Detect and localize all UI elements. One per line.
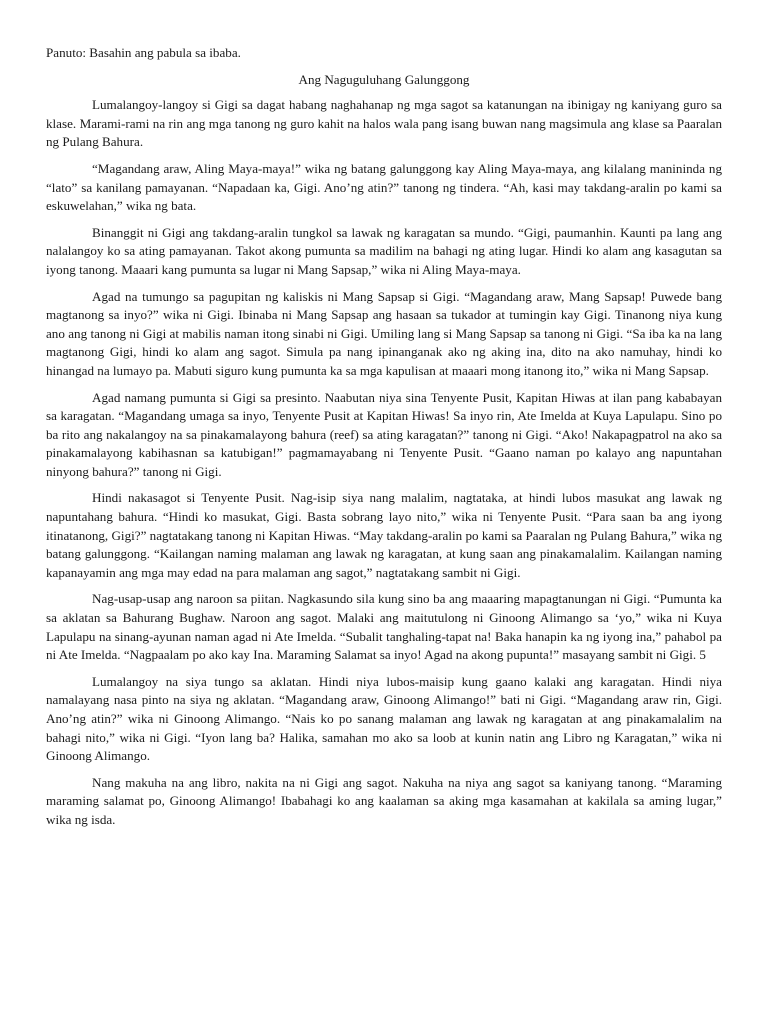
- paragraph-3: Binanggit ni Gigi ang takdang-aralin tungkol sa lawak ng karagatan sa mundo. “Gigi, paumanhin. Kaunti pa lang ang nalalangoy ko sa ating pamayanan. Takot akong pumunta sa madilim na bahagi ng ating lugar. Hindi ko alam ang kasagutan sa iyong tanong. Maaari kang pumunta sa lugar ni Mang Sapsap,” wika ni Aling Maya-maya.: [46, 224, 722, 277]
- paragraph-5: Agad namang pumunta si Gigi sa presinto. Naabutan niya sina Tenyente Pusit, Kapitan Hiwas at ilan pang kababayan sa karagatan. “Magandang umaga sa inyo, Tenyente Pusit at Kapitan Hiwas! Sa inyo rin, Ate Imelda at Kuya Lapulapu. Sino po ba rito ang nakalangoy na sa pinakamalayong bahura (reef) sa ating karagatan?” tanong ni Gigi. “Ako! Nakapagpatrol na ako sa pinakamalayong kabihasnan sa katubigan!” pagmamayabang ni Tenyente Pusit. “Gaano naman po kalayo ang napuntahan ninyong bahura?” tanong ni Gigi.: [46, 389, 722, 479]
- paragraph-7: Nag-usap-usap ang naroon sa piitan. Nagkasundo sila kung sino ba ang maaaring mapagtanungan ni Gigi. “Pumunta ka sa aklatan sa Bahurang Bughaw. Naroon ang sagot. Malaki ang maitutulong ni Ginoong Alimango sa ‘yo,” wika ni Kuya Lapulapu na sinang-ayunan naman agad ni Ate Imelda. “Subalit tanghaling-tapat na! Baka hanapin ka ng iyong ina,” pahabol pa ni Ate Imelda. “Nagpaalam po ako kay Ina. Maraming Salamat sa inyo! Agad na akong pupunta!” masayang sambit ni Gigi. 5: [46, 591, 722, 663]
- paragraph-2: “Magandang araw, Aling Maya-maya!” wika ng batang galunggong kay Aling Maya-maya, ang kilalang maninindа ng “lato” sa kanilang pamayanan. “Napadaan ka, Gigi. Ano’ng atin?” tanong ng tindera. “Ah, kasi may takdang-aralin po kami sa eskuwelahan,” wika ng bata.: [46, 160, 722, 214]
- paragraph-4: Agad na tumungo sa pagupitan ng kaliskis ni Mang Sapsap si Gigi. “Magandang araw, Mang Sapsap! Puwede bang magtanong sa inyo?” wika ni Gigi. Ibinaba ni Mang Sapsap ang hasaan sa tukador at tumingin kay Gigi. Tinanong niya kung ano ang tanong ni Gigi at mabilis naman itong sinabi ni Gigi. Umiling lang si Mang Sapsap sa tanong ni Gigi. “Sa iba ka na lang magtanong Gigi, hindi ko alam ang sagot. Simula pa nang ipinanganak ako ng aking ina, dito na ako namuhay, hindi ko hinangad na lumayo pa. Mabuti siguro kung pumunta ka sa mga kapulisan at maaari mong itanong ito,” wika ni Mang Sapsap.: [46, 288, 722, 378]
- document-page: [46, 44, 722, 838]
- paragraph-8: Lumalangoy na siya tungo sa aklatan. Hindi niya lubos-maisip kung gaano kalaki ang karagatan. Hindi niya namalayang nasa pinto na siya ng aklatan. “Magandang araw, Ginoong Alimango!” bati ni Gigi. “Magandang araw rin, Gigi. Ano’ng atin?” wika ni Ginoong Alimango. “Nais ko po sanang malaman ang lawak ng karagatan at ang pinakamalalim na bahagi nito,” wika ni Gigi. “Iyon lang ba? Halika, samahan mo ako sa loob at kunin natin ang Libro ng Karagatan,” wika ni Ginoong Alimango.: [46, 673, 722, 764]
- story-title: Ang Naguguluhang Galunggong: [298, 71, 470, 87]
- paragraph-6: Hindi nakasagot si Tenyente Pusit. Nag-isip siya nang malalim, nagtataka, at hindi lubos masukat ang lawak ng napuntahang bahura. “Hindi ko masukat, Gigi. Basta sobrang layo nito,” wika ni Tenyente Pusit. “Para saan ba ang iyong itinatanong, Gigi?” nagtatakang tanong ni Kapitan Hiwas. “May takdang-aralin po kami sa Paaralan ng Pulang Bahura,” wika ng batang galunggong. “Kailangan naming malaman ang lawak ng karagatan, at kung saan ang pinakamalalim. Kailangan naming kapanayamin ang mga may edad na para malaman ang sagot,” nagtatakang sambit ni Gigi.: [46, 490, 722, 580]
- paragraph-9: Nang makuha na ang libro, nakita na ni Gigi ang sagot. Nakuha na niya ang sagot sa kaniyang tanong. “Maraming maraming salamat po, Ginoong Alimango! Ibabahagi ko ang kaalaman sa aking mga kasamahan at kakilala sa aming lugar,” wika ng isda.: [46, 774, 722, 827]
- instruction-line: Panuto: Basahin ang pabula sa ibaba.: [46, 45, 241, 60]
- paragraph-1: Lumalangoy-langoy si Gigi sa dagat habang naghahanap ng mga sagot sa katanungan na ibinigay ng kaniyang guro sa klase. Marami-rami na rin ang mga tanong ng guro kahit na halos wala pang isang buwan nang magsimula ang klase sa Paaralan ng Pulang Bahura.: [46, 97, 722, 150]
